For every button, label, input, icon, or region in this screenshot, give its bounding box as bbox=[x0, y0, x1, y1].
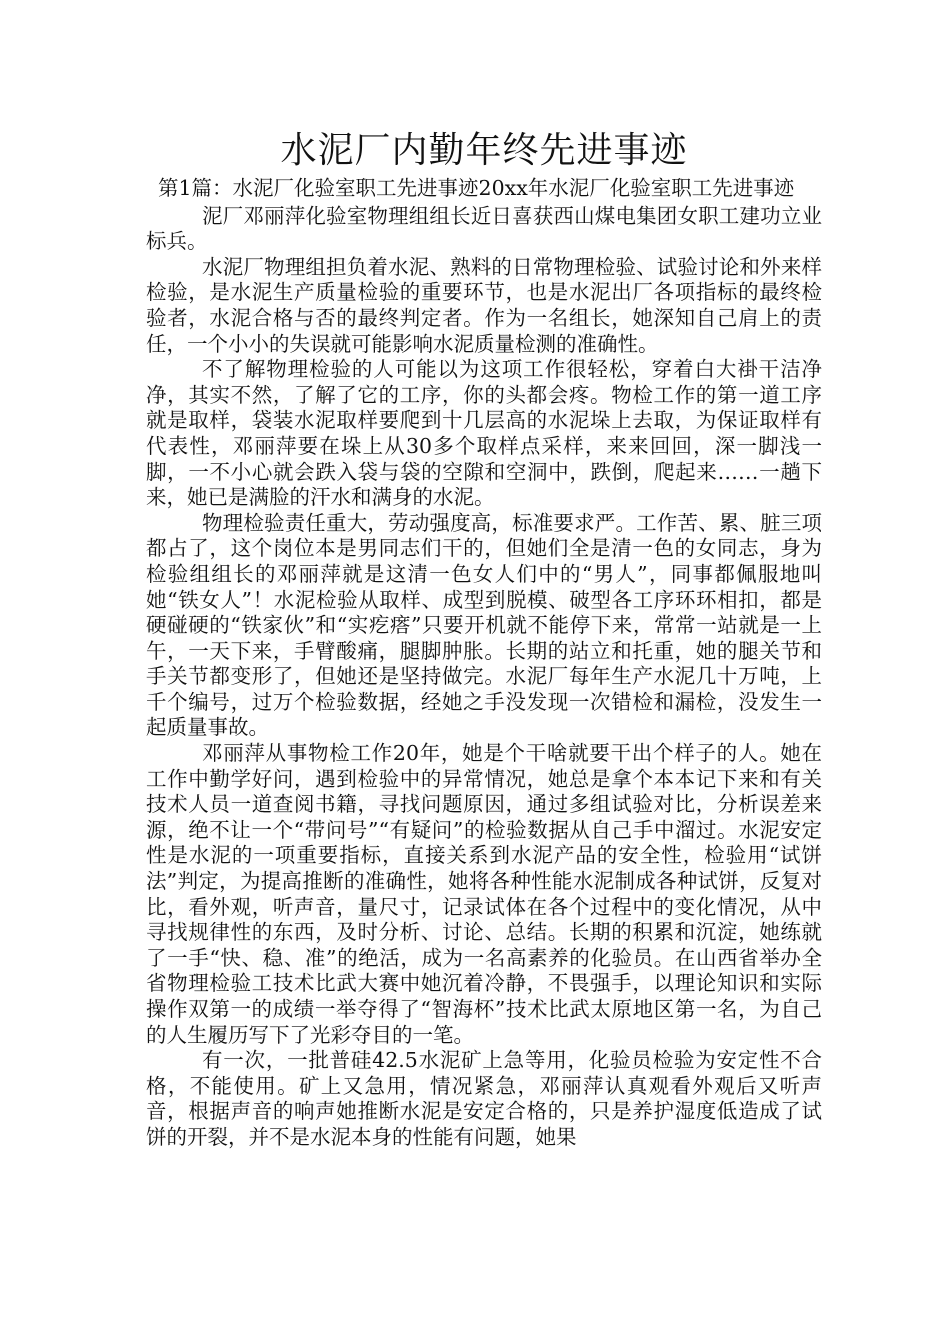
document-page bbox=[146, 0, 822, 1151]
paragraph-1: 泥厂邓丽萍化验室物理组组长近日喜获西山煤电集团女职工建功立业标兵。 bbox=[146, 203, 822, 254]
paragraph-2: 水泥厂物理组担负着水泥、熟料的日常物理检验、试验讨论和外来样检验，是水泥生产质量检验的重要环节，也是水泥出厂各项指标的最终检验者，水泥合格与否的最终判定者。作为一名组长，她深知自己肩上的责任，一个小小的失误就可能影响水泥质量检测的准确性。 bbox=[146, 254, 822, 356]
paragraph-4: 物理检验责任重大，劳动强度高，标准要求严。工作苦、累、脏三项都占了，这个岗位本是男同志们干的，但她们全是清一色的女同志，身为检验组组长的邓丽萍就是这清一色女人们中的“男人”，同事都佩服地叫她“铁女人”！水泥检验从取样、成型到脱模、破型各工序环环相扣，都是硬碰硬的“铁家伙”和“实疙瘩”只要开机就不能停下来，常常一站就是一上午，一天下来，手臂酸痛，腿脚肿胀。长期的站立和托重，她的腿关节和手关节都变形了，但她还是坚持做完。水泥厂每年生产水泥几十万吨，上千个编号，过万个检验数据，经她之手没发现一次错检和漏检，没发生一起质量事故。 bbox=[146, 510, 822, 740]
document-subtitle: 第1篇：水泥厂化验室职工先进事迹20xx年水泥厂化验室职工先进事迹 bbox=[158, 176, 795, 200]
paragraph-3: 不了解物理检验的人可能以为这项工作很轻松，穿着白大褂干洁净净，其实不然，了解了它的工序，你的头都会疼。物检工作的第一道工序就是取样，袋装水泥取样要爬到十几层高的水泥垛上去取，为保证取样有代表性，邓丽萍要在垛上从30多个取样点采样，来来回回，深一脚浅一脚，一不小心就会跌入袋与袋的空隙和空洞中，跌倒，爬起来……一趟下来，她已是满脸的汗水和满身的水泥。 bbox=[146, 357, 822, 510]
document-title: 水泥厂内勤年终先进事迹 bbox=[280, 130, 688, 171]
paragraph-6: 有一次，一批普硅42.5水泥矿上急等用，化验员检验为安定性不合格，不能使用。矿上又急用，情况紧急，邓丽萍认真观看外观后又听声音，根据声音的响声她推断水泥是安定合格的，只是养护湿度低造成了试饼的开裂，并不是水泥本身的性能有问题，她果 bbox=[146, 1048, 822, 1149]
paragraph-5: 邓丽萍从事物检工作20年，她是个干啥就要干出个样子的人。她在工作中勤学好问，遇到检验中的异常情况，她总是拿个本本记下来和有关技术人员一道查阅书籍，寻找问题原因，通过多组试验对比，分析误差来源，绝不让一个“带问号”“有疑问”的检验数据从自己手中溜过。水泥安定性是水泥的一项重要指标，直接关系到水泥产品的安全性，检验用“试饼法”判定，为提高推断的准确性，她将各种性能水泥制成各种试饼，反复对比，看外观，听声音，量尺寸，记录试体在各个过程中的变化情况，从中寻找规律性的东西，及时分析、讨论、总结。长期的积累和沉淀，她练就了一手“快、稳、准”的绝活，成为一名高素养的化验员。在山西省举办全省物理检验工技术比武大赛中她沉着冷静，不畏强手，以理论知识和实际操作双第一的成绩一举夺得了“智海杯”技术比武太原地区第一名，为自己的人生履历写下了光彩夺目的一笔。 bbox=[146, 741, 822, 1047]
